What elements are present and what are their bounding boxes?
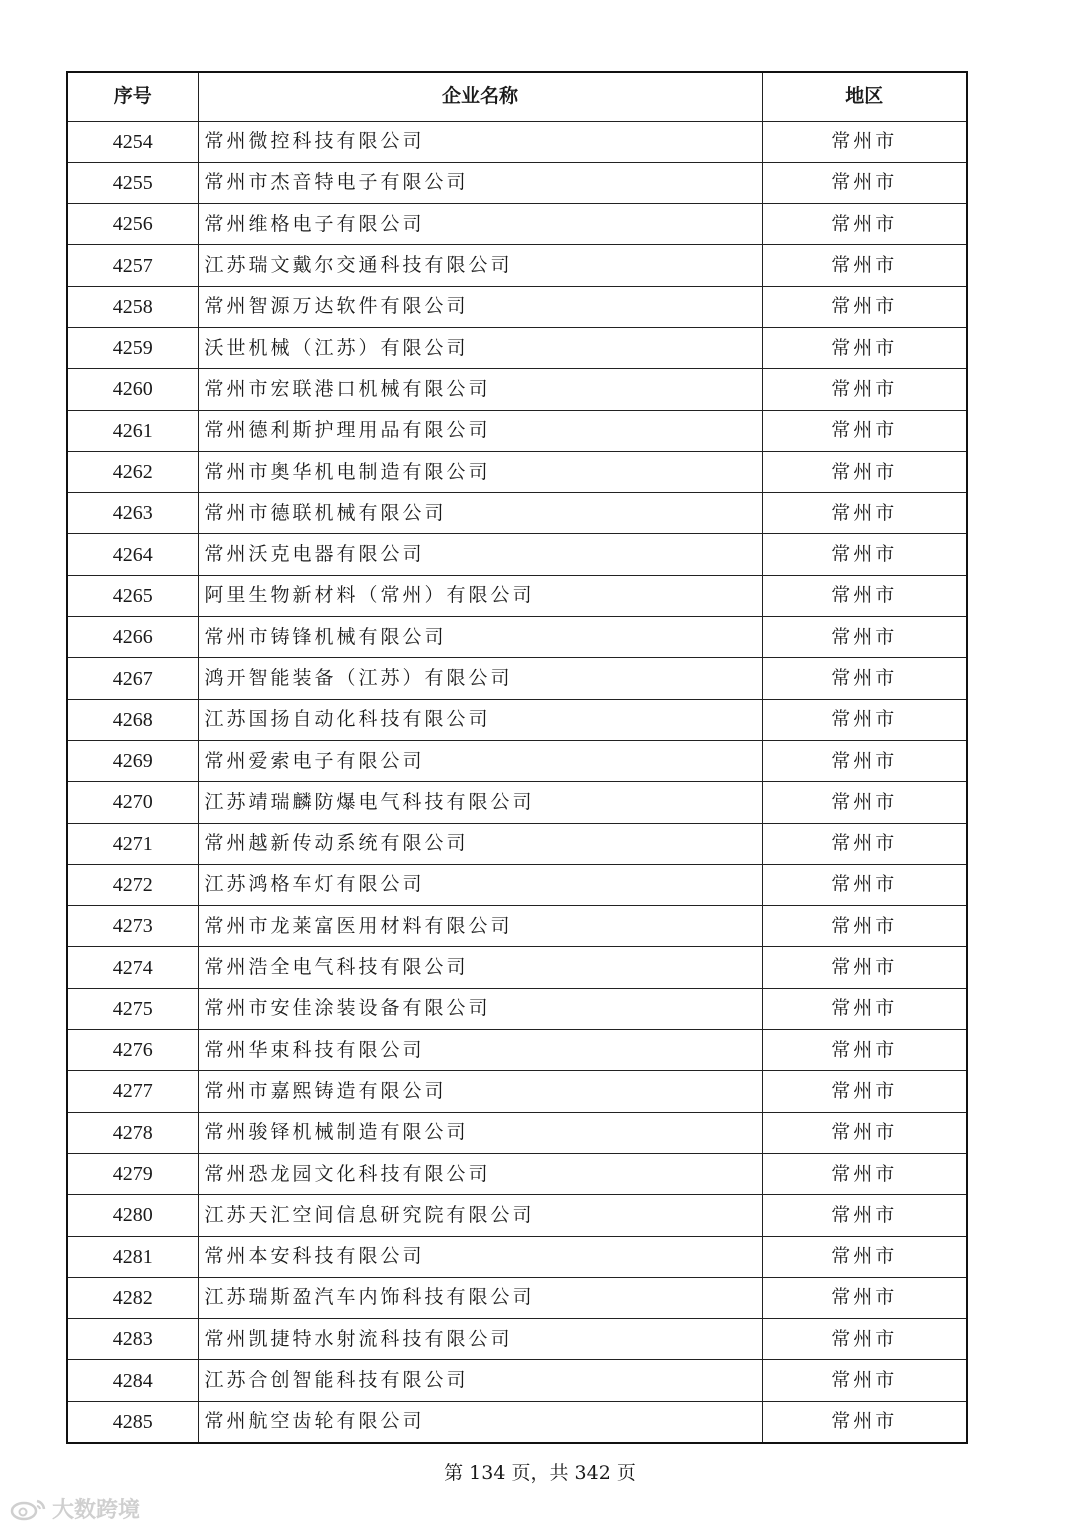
- table-row: [67, 699, 967, 740]
- row-company-name: 常州华束科技有限公司: [198, 1030, 762, 1071]
- row-company-name: 常州航空齿轮有限公司: [198, 1401, 762, 1442]
- row-seq: 4266: [67, 617, 198, 658]
- row-seq: 4272: [67, 864, 198, 905]
- row-company-name: 常州本安科技有限公司: [198, 1236, 762, 1277]
- table-row: [67, 1401, 967, 1442]
- row-seq: 4265: [67, 575, 198, 616]
- row-company-name: 常州市杰音特电子有限公司: [198, 162, 762, 203]
- row-company-name: 常州维格电子有限公司: [198, 204, 762, 245]
- row-region: 常州市: [762, 245, 967, 286]
- row-seq: 4271: [67, 823, 198, 864]
- header-seq: 序号: [67, 72, 198, 121]
- row-company-name: 常州市龙莱富医用材料有限公司: [198, 906, 762, 947]
- row-company-name: 江苏天汇空间信息研究院有限公司: [198, 1195, 762, 1236]
- row-seq: 4269: [67, 740, 198, 781]
- row-region: 常州市: [762, 658, 967, 699]
- row-seq: 4268: [67, 699, 198, 740]
- row-company-name: 常州市安佳涂装设备有限公司: [198, 988, 762, 1029]
- table-row: [67, 1071, 967, 1112]
- table-row: [67, 410, 967, 451]
- row-region: 常州市: [762, 493, 967, 534]
- table-row: [67, 327, 967, 368]
- row-region: 常州市: [762, 1071, 967, 1112]
- row-region: 常州市: [762, 1112, 967, 1153]
- row-company-name: 常州微控科技有限公司: [198, 121, 762, 162]
- row-region: 常州市: [762, 782, 967, 823]
- row-company-name: 常州市宏联港口机械有限公司: [198, 369, 762, 410]
- table-row: [67, 617, 967, 658]
- row-seq: 4285: [67, 1401, 198, 1442]
- row-region: 常州市: [762, 823, 967, 864]
- row-seq: 4277: [67, 1071, 198, 1112]
- row-company-name: 江苏国扬自动化科技有限公司: [198, 699, 762, 740]
- row-region: 常州市: [762, 121, 967, 162]
- table-row: [67, 369, 967, 410]
- row-company-name: 常州越新传动系统有限公司: [198, 823, 762, 864]
- table-row: [67, 1360, 967, 1401]
- row-seq: 4267: [67, 658, 198, 699]
- row-company-name: 常州市德联机械有限公司: [198, 493, 762, 534]
- row-region: 常州市: [762, 1319, 967, 1360]
- table-row: [67, 1236, 967, 1277]
- header-company-name: 企业名称: [198, 72, 762, 121]
- watermark-text: 大数跨境: [52, 1498, 141, 1523]
- row-region: 常州市: [762, 1277, 967, 1318]
- row-region: 常州市: [762, 1401, 967, 1442]
- row-company-name: 常州骏铎机械制造有限公司: [198, 1112, 762, 1153]
- table-row: [67, 1277, 967, 1318]
- row-company-name: 常州浩全电气科技有限公司: [198, 947, 762, 988]
- row-region: 常州市: [762, 162, 967, 203]
- page-number: 第 134 页，共 342 页: [444, 1462, 636, 1484]
- table-row: [67, 1153, 967, 1194]
- row-company-name: 沃世机械（江苏）有限公司: [198, 327, 762, 368]
- row-company-name: 常州市奥华机电制造有限公司: [198, 451, 762, 492]
- table-row: [67, 1319, 967, 1360]
- row-region: 常州市: [762, 699, 967, 740]
- table-row: [67, 947, 967, 988]
- row-company-name: 江苏合创智能科技有限公司: [198, 1360, 762, 1401]
- row-seq: 4255: [67, 162, 198, 203]
- row-seq: 4257: [67, 245, 198, 286]
- table-header-row: [67, 72, 967, 121]
- table-row: [67, 1195, 967, 1236]
- row-region: 常州市: [762, 864, 967, 905]
- row-seq: 4262: [67, 451, 198, 492]
- table-row: [67, 451, 967, 492]
- row-seq: 4274: [67, 947, 198, 988]
- table-row: [67, 658, 967, 699]
- table-row: [67, 493, 967, 534]
- watermark: [10, 1493, 140, 1524]
- row-region: 常州市: [762, 534, 967, 575]
- table-row: [67, 823, 967, 864]
- row-seq: 4256: [67, 204, 198, 245]
- row-company-name: 常州恐龙园文化科技有限公司: [198, 1153, 762, 1194]
- row-region: 常州市: [762, 286, 967, 327]
- row-region: 常州市: [762, 1195, 967, 1236]
- table-row: [67, 1030, 967, 1071]
- row-seq: 4260: [67, 369, 198, 410]
- row-company-name: 江苏瑞斯盈汽车内饰科技有限公司: [198, 1277, 762, 1318]
- row-seq: 4263: [67, 493, 198, 534]
- row-region: 常州市: [762, 988, 967, 1029]
- row-region: 常州市: [762, 451, 967, 492]
- table-row: [67, 162, 967, 203]
- header-region: 地区: [762, 72, 967, 121]
- row-region: 常州市: [762, 617, 967, 658]
- table-row: [67, 740, 967, 781]
- weibo-logo-icon: [10, 1497, 48, 1521]
- row-seq: 4259: [67, 327, 198, 368]
- row-seq: 4278: [67, 1112, 198, 1153]
- row-region: 常州市: [762, 947, 967, 988]
- table-row: [67, 534, 967, 575]
- row-company-name: 江苏靖瑞麟防爆电气科技有限公司: [198, 782, 762, 823]
- row-seq: 4280: [67, 1195, 198, 1236]
- row-seq: 4282: [67, 1277, 198, 1318]
- row-region: 常州市: [762, 327, 967, 368]
- row-region: 常州市: [762, 1153, 967, 1194]
- row-company-name: 常州爱索电子有限公司: [198, 740, 762, 781]
- table-row: [67, 782, 967, 823]
- row-company-name: 常州智源万达软件有限公司: [198, 286, 762, 327]
- row-company-name: 江苏瑞文戴尔交通科技有限公司: [198, 245, 762, 286]
- row-seq: 4279: [67, 1153, 198, 1194]
- row-region: 常州市: [762, 369, 967, 410]
- table-row: [67, 286, 967, 327]
- row-company-name: 常州市嘉熙铸造有限公司: [198, 1071, 762, 1112]
- row-company-name: 常州沃克电器有限公司: [198, 534, 762, 575]
- table-row: [67, 245, 967, 286]
- row-region: 常州市: [762, 204, 967, 245]
- table-row: [67, 906, 967, 947]
- row-region: 常州市: [762, 1236, 967, 1277]
- row-seq: 4264: [67, 534, 198, 575]
- table-row: [67, 121, 967, 162]
- row-region: 常州市: [762, 1030, 967, 1071]
- row-company-name: 常州市铸锋机械有限公司: [198, 617, 762, 658]
- row-seq: 4276: [67, 1030, 198, 1071]
- row-company-name: 常州德利斯护理用品有限公司: [198, 410, 762, 451]
- table-row: [67, 1112, 967, 1153]
- row-seq: 4283: [67, 1319, 198, 1360]
- row-company-name: 常州凯捷特水射流科技有限公司: [198, 1319, 762, 1360]
- row-region: 常州市: [762, 1360, 967, 1401]
- row-region: 常州市: [762, 410, 967, 451]
- row-company-name: 鸿开智能装备（江苏）有限公司: [198, 658, 762, 699]
- row-seq: 4273: [67, 906, 198, 947]
- row-seq: 4270: [67, 782, 198, 823]
- row-region: 常州市: [762, 740, 967, 781]
- row-seq: 4258: [67, 286, 198, 327]
- row-company-name: 江苏鸿格车灯有限公司: [198, 864, 762, 905]
- row-seq: 4284: [67, 1360, 198, 1401]
- row-seq: 4281: [67, 1236, 198, 1277]
- row-region: 常州市: [762, 575, 967, 616]
- table-row: [67, 864, 967, 905]
- row-seq: 4275: [67, 988, 198, 1029]
- table-row: [67, 575, 967, 616]
- table-row: [67, 204, 967, 245]
- enterprise-table: [66, 71, 968, 1444]
- row-region: 常州市: [762, 906, 967, 947]
- row-seq: 4261: [67, 410, 198, 451]
- row-company-name: 阿里生物新材料（常州）有限公司: [198, 575, 762, 616]
- table-row: [67, 988, 967, 1029]
- row-seq: 4254: [67, 121, 198, 162]
